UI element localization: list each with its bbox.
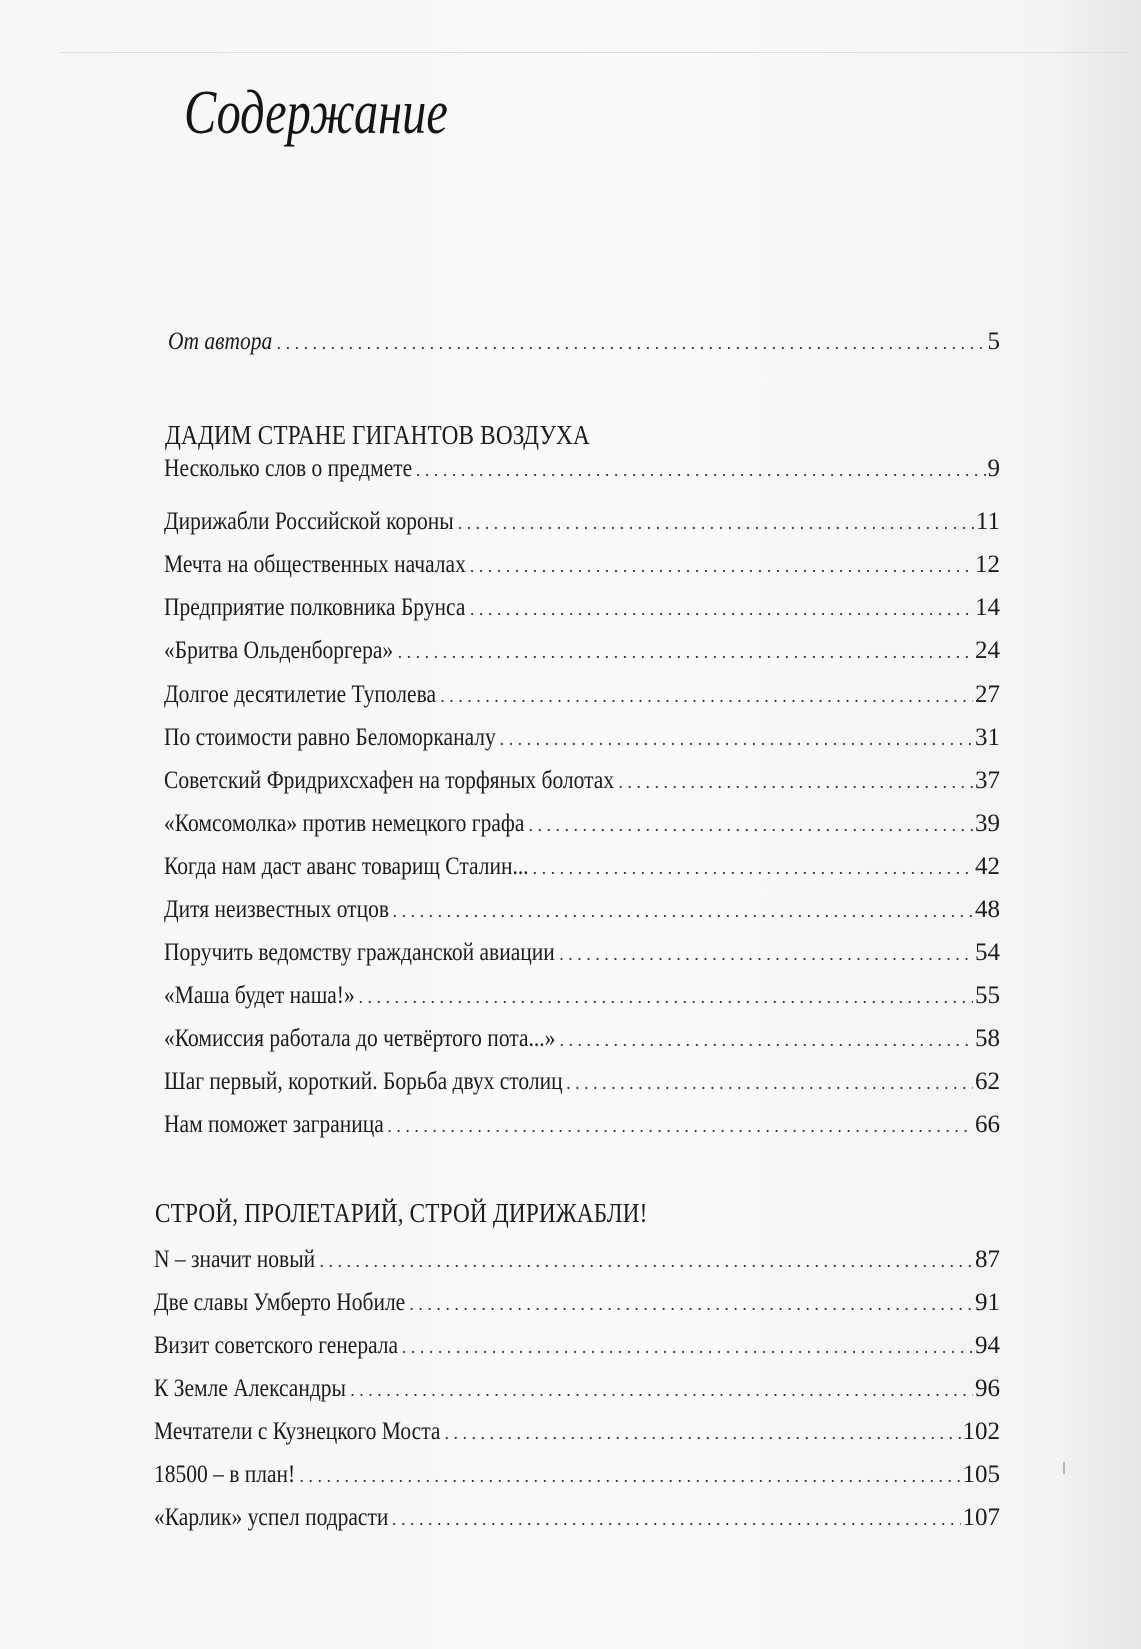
toc-entry-label: Мечтатели с Кузнецкого Моста [154, 1418, 441, 1445]
toc-entry-label: Когда нам даст аванс товарищ Сталин... [164, 853, 529, 880]
toc-entry[interactable] [164, 551, 1000, 579]
toc-entry[interactable] [164, 1068, 1000, 1096]
toc-entry-page: 14 [975, 594, 1000, 621]
dot-leader [436, 686, 973, 707]
toc-entry-author-note[interactable] [168, 328, 1000, 356]
toc-entry[interactable] [164, 939, 1000, 967]
toc-entry-label: От автора [168, 328, 273, 355]
toc-entry-page: 27 [975, 681, 1000, 708]
part-heading-1: ДАДИМ СТРАНЕ ГИГАНТОВ ВОЗДУХА [165, 420, 590, 450]
toc-entry-page: 11 [975, 508, 1000, 535]
toc-entry[interactable] [164, 637, 1000, 665]
toc-entry-label: Дитя неизвестных отцов [164, 896, 389, 923]
toc-entry[interactable] [154, 1332, 1000, 1360]
toc-entry-label: Советский Фридрихсхафен на торфяных болотах [164, 767, 615, 794]
toc-entry[interactable] [164, 681, 1000, 709]
toc-entry[interactable] [154, 1418, 1000, 1446]
toc-entry-label: «Бритва Ольденборгера» [164, 637, 394, 664]
dot-leader [466, 556, 973, 577]
show-through-header-rule [60, 52, 1130, 53]
dot-leader [388, 1509, 961, 1530]
toc-entry-label: «Комсомолка» против немецкого графа [164, 810, 525, 837]
toc-entry-label: Две славы Умберто Нобиле [154, 1289, 406, 1316]
dot-leader [614, 772, 973, 793]
dot-leader [394, 642, 973, 663]
dot-leader [555, 1030, 973, 1051]
scan-speck [1063, 1462, 1065, 1474]
toc-entry-page: 31 [975, 724, 1000, 751]
toc-entry-page: 48 [975, 896, 1000, 923]
toc-entry-page: 107 [962, 1504, 1000, 1531]
toc-entry-page: 96 [975, 1375, 1000, 1402]
dot-leader [273, 333, 986, 354]
toc-entry[interactable] [154, 1375, 1000, 1403]
toc-entry[interactable] [164, 810, 1000, 838]
dot-leader [354, 987, 973, 1008]
dot-leader [524, 815, 973, 836]
toc-entry-page: 12 [975, 551, 1000, 578]
toc-entry[interactable] [164, 853, 1000, 881]
toc-entry-page: 66 [975, 1111, 1000, 1138]
toc-entry[interactable] [164, 455, 1000, 483]
toc-entry-label: Визит советского генерала [154, 1332, 399, 1359]
toc-entry-label: «Маша будет наша!» [164, 982, 355, 1009]
dot-leader [389, 901, 973, 922]
toc-entry-page: 54 [975, 939, 1000, 966]
toc-entry-label: Поручить ведомству гражданской авиации [164, 939, 555, 966]
toc-entry-page: 87 [975, 1246, 1000, 1273]
dot-leader [562, 1073, 973, 1094]
dot-leader [346, 1380, 973, 1401]
toc-entry[interactable] [164, 896, 1000, 924]
toc-entry-page: 91 [975, 1289, 1000, 1316]
toc-entry-label: 18500 – в план! [154, 1461, 296, 1488]
toc-entry-label: Несколько слов о предмете [164, 455, 413, 482]
toc-entry[interactable] [164, 982, 1000, 1010]
toc-entry[interactable] [164, 1111, 1000, 1139]
toc-entry-label: «Комиссия работала до четвёртого пота...» [164, 1025, 556, 1052]
dot-leader [405, 1294, 973, 1315]
dot-leader [316, 1251, 973, 1272]
toc-entry-page: 39 [975, 810, 1000, 837]
toc-entry[interactable] [164, 594, 1000, 622]
toc-entry-label: К Земле Александры [154, 1375, 346, 1402]
toc-entry[interactable] [154, 1504, 1000, 1532]
dot-leader [529, 858, 973, 879]
toc-entry-page: 42 [975, 853, 1000, 880]
dot-leader [383, 1116, 973, 1137]
toc-entry-label: Шаг первый, короткий. Борьба двух столиц [164, 1068, 563, 1095]
dot-leader [398, 1337, 973, 1358]
toc-entry-label: Нам поможет заграница [164, 1111, 384, 1138]
dot-leader [295, 1466, 960, 1487]
toc-entry[interactable] [164, 508, 1000, 536]
toc-entry-page: 55 [975, 982, 1000, 1009]
toc-entry[interactable] [154, 1461, 1000, 1489]
toc-entry-page: 37 [975, 767, 1000, 794]
toc-entry-page: 24 [975, 637, 1000, 664]
toc-entry[interactable] [164, 1025, 1000, 1053]
toc-entry-label: Долгое десятилетие Туполева [164, 681, 436, 708]
dot-leader [555, 944, 973, 965]
toc-entry-label: По стоимости равно Беломорканалу [164, 724, 496, 751]
toc-entry[interactable] [164, 724, 1000, 752]
dot-leader [440, 1423, 960, 1444]
toc-entry-label: Предприятие полковника Брунса [164, 594, 466, 621]
toc-entry-page: 94 [975, 1332, 1000, 1359]
toc-entry-page: 102 [962, 1418, 1000, 1445]
toc-entry[interactable] [154, 1246, 1000, 1274]
dot-leader [412, 460, 986, 481]
toc-entry-page: 5 [987, 328, 1000, 355]
toc-entry-page: 9 [987, 455, 1000, 482]
page-title: Содержание [184, 79, 448, 147]
dot-leader [454, 513, 974, 534]
toc-entry-page: 62 [975, 1068, 1000, 1095]
toc-entry[interactable] [164, 767, 1000, 795]
dot-leader [496, 729, 973, 750]
toc-entry-label: «Карлик» успел подрасти [154, 1504, 389, 1531]
dot-leader [466, 599, 973, 620]
toc-entry[interactable] [154, 1289, 1000, 1317]
part-heading-2: СТРОЙ, ПРОЛЕТАРИЙ, СТРОЙ ДИРИЖАБЛИ! [155, 1198, 648, 1228]
toc-entry-label: N – значит новый [154, 1246, 316, 1273]
toc-entry-page: 105 [962, 1461, 1000, 1488]
toc-entry-page: 58 [975, 1025, 1000, 1052]
toc-entry-label: Мечта на общественных началах [164, 551, 466, 578]
toc-entry-label: Дирижабли Российской короны [164, 508, 454, 535]
